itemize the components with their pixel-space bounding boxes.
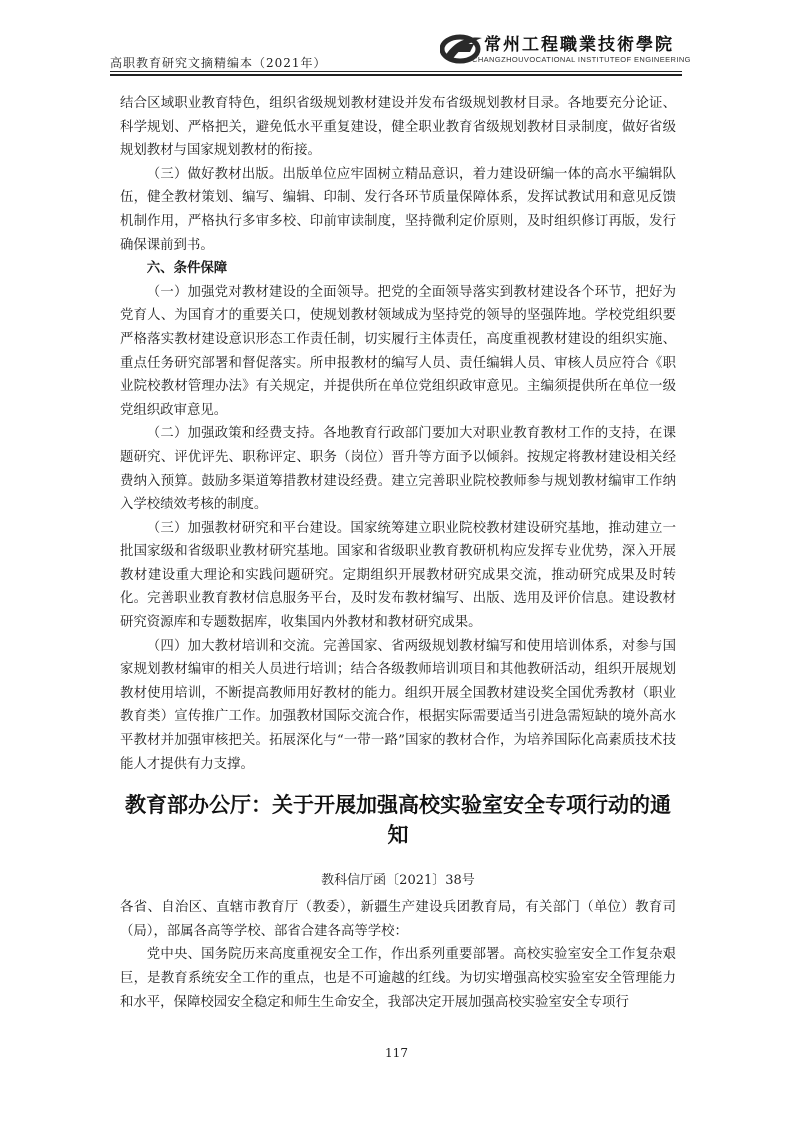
document-number: 教科信厅函〔2021〕38号 xyxy=(321,873,475,889)
paragraph-guarantee-4: （四）加大教材培训和交流。完善国家、省两级规划教材编写和使用培训体系，对参与国家规划教材编审的相关人员进行培训；结合各级教师培训项目和其他教研活动，组织开展规划教材使用培训，不断提高教师用好教材的能力。组织开展全国教材建设奖全国优秀教材（职业教育类）宣传推广工作。加强教材国际交流合作，根据实际需要适当引进急需短缺的境外高水平教材并加强审核把关。拓展深化与“一带一路”国家的教材合作，为培养国际化高素质技术技能人才提供有力支撑。 xyxy=(120,638,676,772)
school-name-en: CHANGZHOUVOCATIONAL INSTITUTEOF ENGINEERING xyxy=(472,55,691,64)
paragraph-notice: 党中央、国务院历来高度重视安全工作，作出系列重要部署。高校实验室安全工作复杂艰巨，是教育系统安全工作的重点，也是不可逾越的红线。为切实增强高校实验室安全管理能力和水平，保障校园安全稳定和师生生命安全，我部决定开展加强高校实验室安全专项行 xyxy=(120,947,676,1010)
paragraph-guarantee-3: （三）加强教材研究和平台建设。国家统筹建立职业院校教材建设研究基地，推动建立一批国家级和省级职业教材研究基地。国家和省级职业教育教研机构应发挥专业优势，深入开展教材建设重大理论和实践问题研究。定期组织开展教材研究成果交流，推动研究成果及时转化。完善职业教育教材信息服务平台，及时发布教材编写、出版、选用及评价信息。建设教材研究资源库和专题数据库，收集国内外教材和教材研究成果。 xyxy=(120,520,676,631)
paragraph-intro: 结合区域职业教育特色，组织省级规划教材建设并发布省级规划教材目录。各地要充分论证、科学规划、严格把关，避免低水平重复建设，健全职业教育省级规划教材目录制度，做好省级规划教材与国家规划教材的衔接。 xyxy=(120,96,676,159)
book-title: 高职教育研究文摘精编本（2021年） xyxy=(110,56,327,70)
page-body xyxy=(120,92,676,1014)
section-heading: 六、条件保障 xyxy=(146,260,228,277)
paragraph-recipients: 各省、自治区、直辖市教育厅（教委），新疆生产建设兵团教育局，有关部门（单位）教育司（局），部属各高等学校、部省合建各高等学校： xyxy=(120,900,676,939)
school-name-cn: 常州工程職業技術學院 xyxy=(484,35,674,55)
paragraph-publish: （三）做好教材出版。出版单位应牢固树立精品意识，着力建设研编一体的高水平编辑队伍，健全教材策划、编写、编辑、印制、发行各环节质量保障体系，发挥试教试用和意见反馈机制作用，严格执行多审多校、印前审读制度，坚持微利定价原则，及时组织修订再版，发行确保课前到书。 xyxy=(120,166,676,253)
paragraph-guarantee-2: （二）加强政策和经费支持。各地教育行政部门要加大对职业教育教材工作的支持，在课题研究、评优评先、职称评定、职务（岗位）晋升等方面予以倾斜。按规定将教材建设相关经费纳入预算。鼓励多渠道筹措教材建设经费。建立完善职业院校教师参与规划教材编审工作纳入学校绩效考核的制度。 xyxy=(120,426,676,513)
header-rule-thick xyxy=(110,74,682,76)
page-number: 117 xyxy=(385,1046,408,1060)
school-logo xyxy=(440,30,700,70)
paragraph-guarantee-1: （一）加强党对教材建设的全面领导。把党的全面领导落实到教材建设各个环节，把好为党育人、为国育才的重要关口，使规划教材领域成为坚持党的领导的坚强阵地。学校党组织要严格落实教材建设意识形态工作责任制，切实履行主体责任，高度重视教材建设的组织实施、重点任务研究部署和督促落实。所申报教材的编写人员、责任编辑人员、审核人员应符合《职业院校教材管理办法》有关规定，并提供所在单位党组织政审意见。主编须提供所在单位一级党组织政审意见。 xyxy=(120,284,676,418)
header-rule xyxy=(110,71,682,72)
document-title: 教育部办公厅：关于开展加强高校实验室安全专项行动的通知 xyxy=(125,793,671,848)
page-header xyxy=(0,0,793,80)
